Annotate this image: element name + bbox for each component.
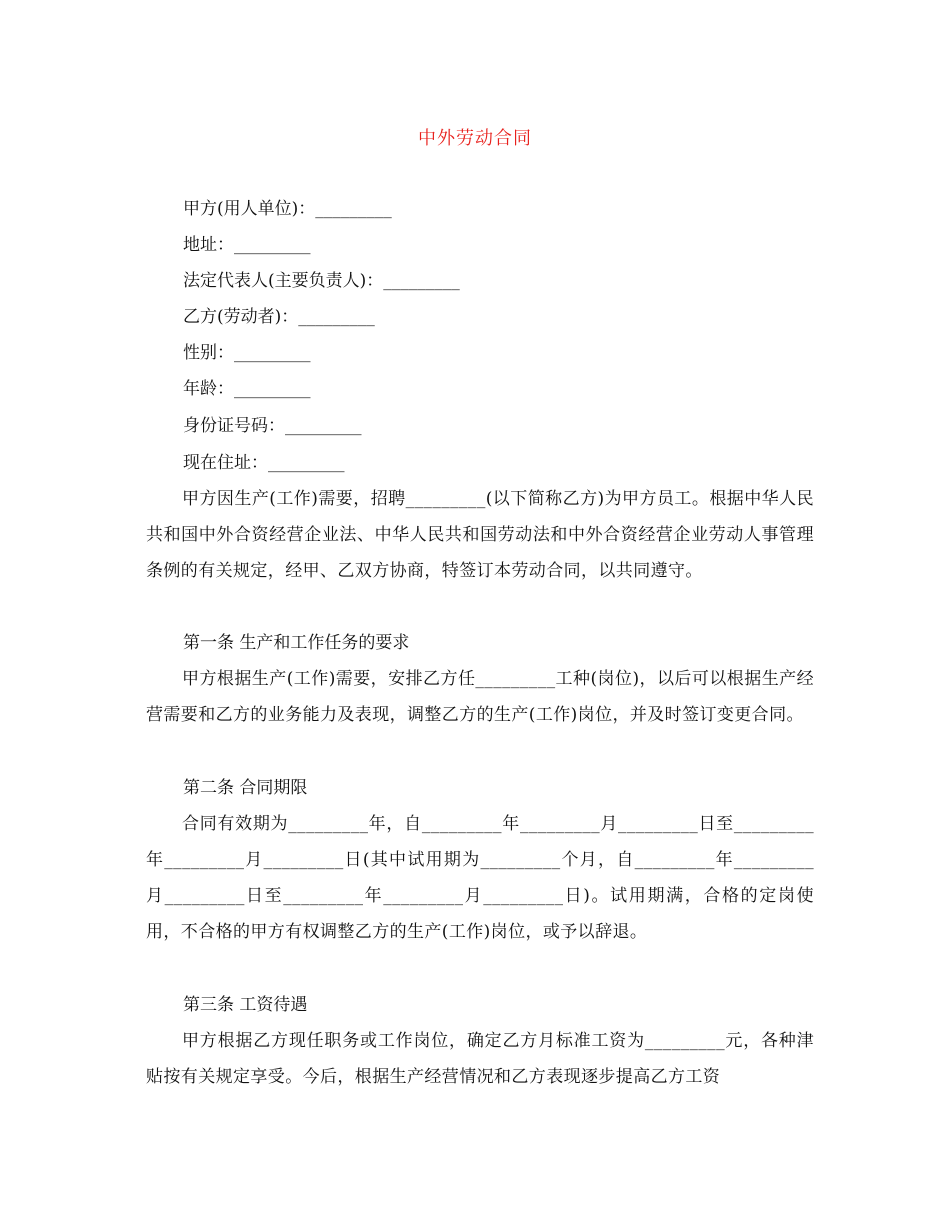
article-1-paragraph: 甲方根据生产(工作)需要，安排乙方任_________工种(岗位)，以后可以根据生产经营需要和乙方的业务能力及表现，调整乙方的生产(工作)岗位，并及时签订变更合同。 <box>146 669 814 725</box>
field-age: 年龄：_________ <box>183 379 311 399</box>
article-2-heading: 第二条 合同期限 <box>183 778 308 798</box>
field-id-number: 身份证号码：_________ <box>183 416 362 436</box>
field-employer: 甲方(用人单位)：_________ <box>183 199 392 219</box>
article-1-heading: 第一条 生产和工作任务的要求 <box>183 633 410 653</box>
document-title: 中外劳动合同 <box>418 128 532 149</box>
field-current-address: 现在住址：_________ <box>183 453 345 473</box>
article-3-paragraph: 甲方根据乙方现任职务或工作岗位，确定乙方月标准工资为_________元，各种津贴按有关规定享受。今后，根据生产经营情况和乙方表现逐步提高乙方工资 <box>146 1031 814 1087</box>
field-employee: 乙方(劳动者)：_________ <box>183 307 375 327</box>
preamble-paragraph: 甲方因生产(工作)需要，招聘_________(以下简称乙方)为甲方员工。根据中华人民共和国中外合资经营企业法、中华人民共和国劳动法和中外合资经营企业劳动人事管理条例的有关规定，经甲、乙双方协商，特签订本劳动合同，以共同遵守。 <box>146 489 814 581</box>
field-legal-representative: 法定代表人(主要负责人)：_________ <box>183 271 460 291</box>
field-address: 地址：_________ <box>183 235 311 255</box>
field-gender: 性别：_________ <box>183 343 311 363</box>
article-2-paragraph: 合同有效期为_________年，自_________年_________月_________日至_________年_________月_________日(其中试用期为_________个月，自_________年_________月_________日至_________年_________月_________日)。试用期满，合格的定岗使用，不合格的甲方有权调整乙方的生产(工作)岗位，或予以辞退。 <box>146 814 814 942</box>
article-3-heading: 第三条 工资待遇 <box>183 995 308 1015</box>
